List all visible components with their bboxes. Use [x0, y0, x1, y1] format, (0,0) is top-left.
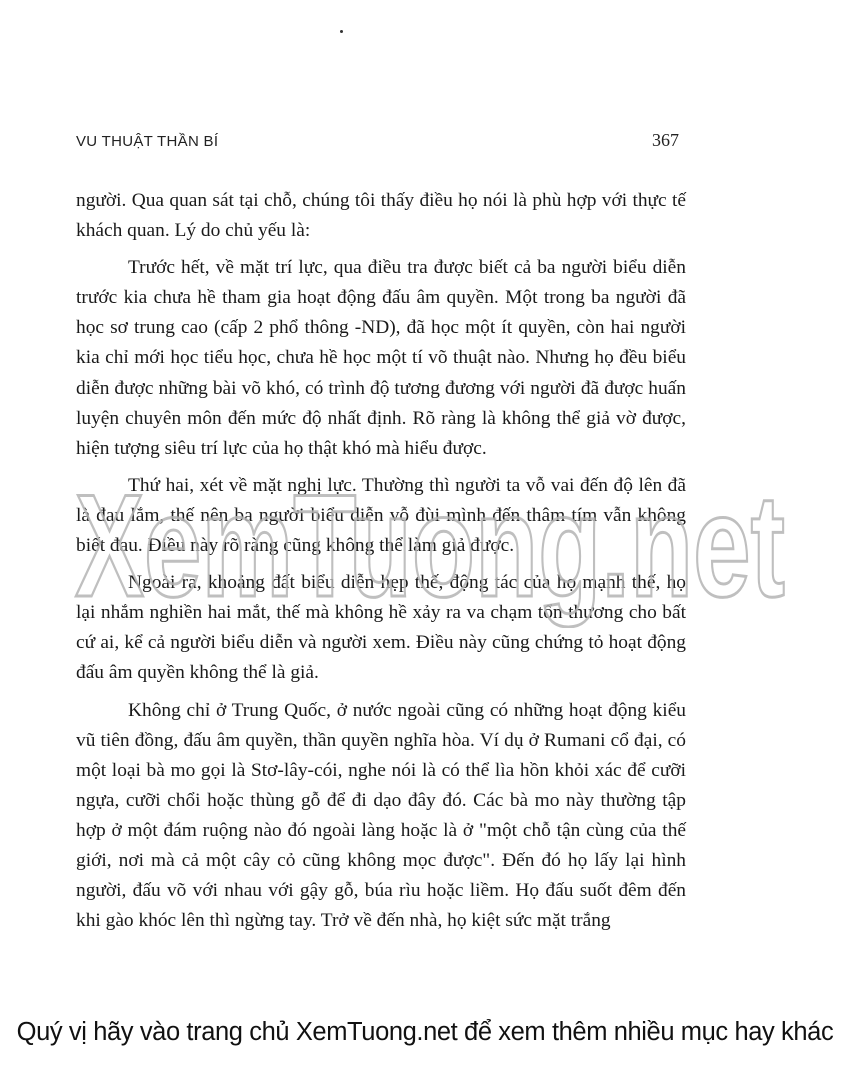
paragraph-2: Trước hết, về mặt trí lực, qua điều tra được biết cả ba người biểu diễn trước kia chưa hề tham gia hoạt động đấu âm quyền. Một trong ba người đã học sơ trung cao (cấp 2 phổ thông -ND), đã học một ít quyền, còn hai người kia chỉ mới học tiểu học, chưa hề học một tí võ thuật nào. Nhưng họ đều biểu diễn được những bài võ khó, có trình độ tương đương với người đã được huấn luyện chuyên môn đến mức độ nhất định. Rõ ràng là không thể giả vờ được, hiện tượng siêu trí lực của họ thật khó mà hiểu được. — [76, 257, 686, 459]
paragraph-5: Không chỉ ở Trung Quốc, ở nước ngoài cũng có những hoạt động kiểu vũ tiên đồng, đấu âm quyền, thần quyền nghĩa hòa. Ví dụ ở Rumani cổ đại, có một loại bà mo gọi là Stơ-lây-cói, nghe nói là có thể lìa hồn khỏi xác để cưỡi ngựa, cưỡi chổi hoặc thùng gỗ để đi dạo đây đó. Các bà mo này thường tập hợp ở một đám ruộng nào đó ngoài làng hoặc là ở "một chỗ tận cùng của thế giới, nơi mà cả một cây cỏ cũng không mọc được". Đến đó họ lấy lại hình người, đấu võ với nhau với gậy gỗ, búa rìu hoặc liềm. Họ đấu suốt đêm đến khi gào khóc lên thì ngừng tay. Trở về đến nhà, họ kiệt sức mặt trắng — [76, 699, 686, 932]
body-text — [76, 186, 686, 936]
paragraph-1: người. Qua quan sát tại chỗ, chúng tôi thấy điều họ nói là phù hợp với thực tế khách quan. Lý do chủ yếu là: — [76, 190, 686, 242]
scan-speck — [340, 30, 343, 33]
paragraph-4: Ngoài ra, khoảng đất biểu diễn hẹp thế, động tác của họ mạnh thế, họ lại nhắm nghiền hai mắt, thế mà không hề xảy ra va chạm tổn thương cho bất cứ ai, kể cả người biểu diễn và người xem. Điều này cũng chứng tỏ hoạt động đấu âm quyền không thể là giả. — [76, 572, 686, 684]
paragraph-3: Thứ hai, xét về mặt nghị lực. Thường thì người ta vỗ vai đến độ lên đã là đau lắm, thế nên ba người biểu diễn vỗ đùi mình đến thâm tím vẫn không biết đau. Điều này rõ ràng cũng không thể làm giả được. — [76, 474, 686, 557]
footer-link-banner[interactable]: Quý vị hãy vào trang chủ XemTuong.net để xem thêm nhiều mục hay khác — [16, 1018, 834, 1046]
watermark-text: XemTuong.net — [75, 468, 785, 627]
page-number: 367 — [652, 130, 679, 150]
running-title: VU THUẬT THẦN BÍ — [76, 133, 219, 150]
